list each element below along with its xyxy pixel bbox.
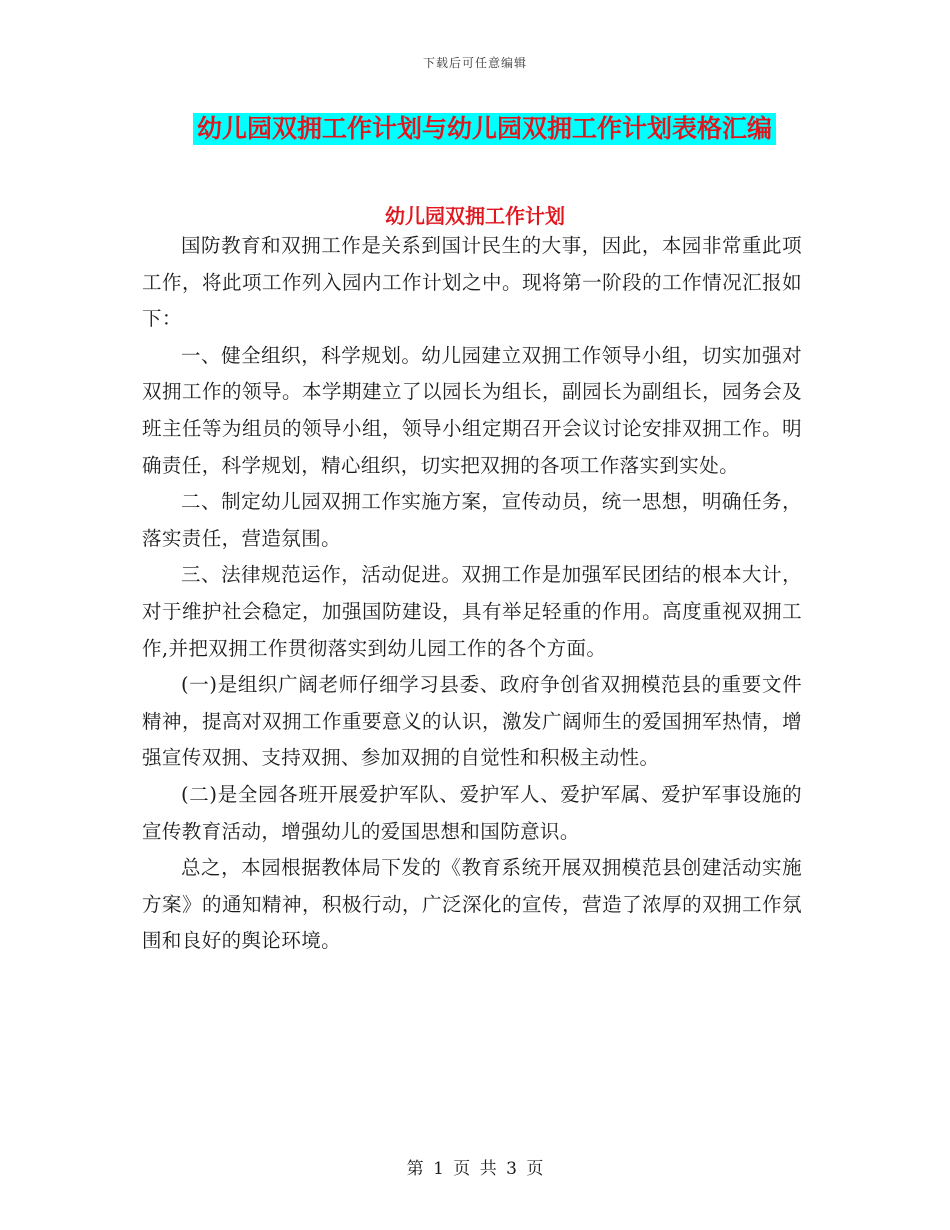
section-title: 幼儿园双拥工作计划 — [385, 204, 565, 228]
paragraph-item-2: (二)是全园各班开展爱护军队、爱护军人、爱护军属、爱护军事设施的宣传教育活动，增强幼儿的爱国思想和国防意识。 — [142, 782, 802, 843]
document-title: 幼儿园双拥工作计划与幼儿园双拥工作计划表格汇编 — [193, 113, 776, 145]
header-note: 下载后可任意编辑 — [422, 56, 527, 70]
page-number-footer: 第 1 页 共 3 页 — [406, 1159, 544, 1179]
paragraph-regulation: 三、法律规范运作，活动促进。双拥工作是加强军民团结的根本大计，对于维护社会稳定，加强国防建设，具有举足轻重的作用。高度重视双拥工作,并把双拥工作贯彻落实到幼儿园工作的各个方面。 — [142, 563, 802, 660]
paragraph-intro: 国防教育和双拥工作是关系到国计民生的大事，因此，本园非常重此项工作，将此项工作列入园内工作计划之中。现将第一阶段的工作情况汇报如下： — [142, 234, 802, 331]
paragraph-item-1: (一)是组织广阔老师仔细学习县委、政府争创省双拥模范县的重要文件精神，提高对双拥工作重要意义的认识，激发广阔师生的爱国拥军热情，增强宣传双拥、支持双拥、参加双拥的自觉性和积极主动性。 — [142, 673, 802, 770]
paragraph-organization: 一、健全组织，科学规划。幼儿园建立双拥工作领导小组，切实加强对双拥工作的领导。本学期建立了以园长为组长，副园长为副组长，园务会及班主任等为组员的领导小组，领导小组定期召开会议讨论安排双拥工作。明确责任，科学规划，精心组织，切实把双拥的各项工作落实到实处。 — [142, 343, 802, 477]
paragraph-plan: 二、制定幼儿园双拥工作实施方案，宣传动员，统一思想，明确任务，落实责任，营造氛围。 — [142, 490, 802, 550]
document-body — [142, 228, 802, 960]
paragraph-summary: 总之，本园根据教体局下发的《教育系统开展双拥模范县创建活动实施方案》的通知精神，积极行动，广泛深化的宣传，营造了浓厚的双拥工作氛围和良好的舆论环境。 — [142, 856, 802, 953]
